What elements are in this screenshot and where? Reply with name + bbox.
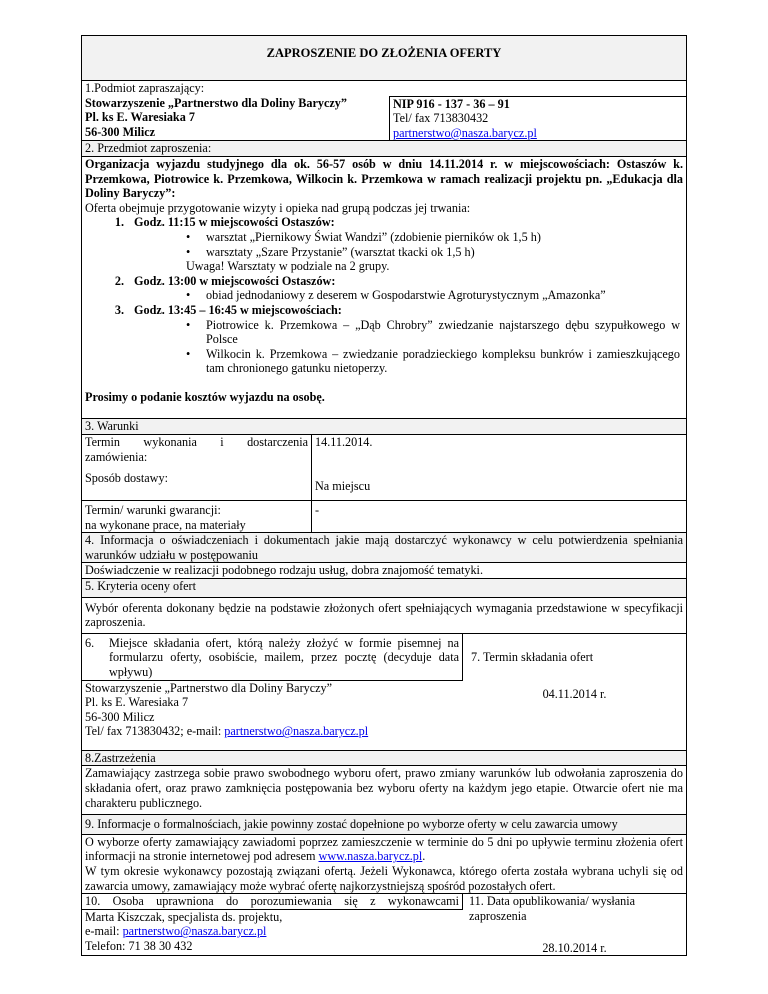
program-item-heading: Godz. 13:45 – 16:45 w miejscowościach: <box>134 302 342 317</box>
contact-person-phone: Telefon: 71 38 30 432 <box>85 938 193 953</box>
section-2-heading: 2. Przedmiot zaproszenia: <box>82 141 686 157</box>
org-contact <box>389 96 686 141</box>
document-title: ZAPROSZENIE DO ZŁOŻENIA OFERTY <box>82 36 686 81</box>
condition-label: Termin wykonania i dostarczenia zamówienia: <box>82 435 312 471</box>
submission-city: 56-300 Milicz <box>85 709 155 724</box>
section-5-text: Wybór oferenta dokonany będzie na podstawie złożonych ofert spełniających wymagania przedstawione w specyfikacji zaproszenia. <box>85 600 683 630</box>
bullet-icon: • <box>186 346 191 361</box>
program-bullet: Wilkocin k. Przemkowa – zwiedzanie poradzieckiego kompleksu bunkrów i zamieszkującego tam chronionego gatunku nietoperzy. <box>206 346 680 376</box>
program-bullet: Piotrowice k. Przemkowa – „Dąb Chrobry” zwiedzanie najstarszego dębu szypułkowego w Polsce <box>206 317 680 347</box>
org-nip: NIP 916 - 137 - 36 – 91 <box>393 96 510 111</box>
submission-street: Pl. ks E. Waresiaka 7 <box>85 695 189 710</box>
section-9-text-1 <box>82 835 686 864</box>
org-telfax: Tel/ fax 713830432 <box>393 111 489 126</box>
contact-email-link[interactable]: partnerstwo@nasza.barycz.pl <box>122 924 267 939</box>
offer-deadline-date: 04.11.2014 r. <box>542 687 607 702</box>
contact-person-name: Marta Kiszczak, specjalista ds. projektu, <box>85 909 283 924</box>
section-11-publication <box>463 893 686 955</box>
section-10-11 <box>82 893 686 955</box>
section-9-text-1-body: O wyborze oferty zamawiający zawiadomi poprzez zamieszczenie w terminie do 5 dni po upływie terminu złożenia ofert informacji na stronie internetowej pod adresem <box>85 834 683 864</box>
submission-contact-prefix: Tel/ fax 713830432; e-mail: <box>85 724 225 739</box>
bullet-icon: • <box>186 244 191 259</box>
section-1-heading: 1.Podmiot zapraszający: <box>85 81 205 95</box>
section-11-heading: 11. Data opublikowania/ wysłania zaproszenia <box>463 893 686 923</box>
submission-org-name: Stowarzyszenie „Partnerstwo dla Doliny Baryczy” <box>85 680 333 695</box>
program-item-number: 3. <box>114 302 124 317</box>
org-email-link[interactable]: partnerstwo@nasza.barycz.pl <box>393 125 537 140</box>
section-9-formalities <box>82 814 686 893</box>
org-address <box>82 96 389 141</box>
section-2-subject <box>82 140 686 418</box>
section-4-heading: 4. Informacja o oświadczeniach i dokumentach jakie mają dostarczyć wykonawcy w celu potwierdzenia spełniania warunków udziału w postępowaniu <box>82 533 686 563</box>
program-bullet: warsztat „Piernikowy Świat Wandzi” (zdobienie pierników ok 1,5 h) <box>206 229 541 244</box>
section-3-conditions <box>82 418 686 532</box>
program-item-number: 2. <box>114 273 124 288</box>
section-3-heading: 3. Warunki <box>82 419 686 435</box>
section-1-inviting-entity <box>82 81 686 140</box>
submission-email-link[interactable]: partnerstwo@nasza.barycz.pl <box>224 724 369 739</box>
program-item-number: 1. <box>114 215 124 230</box>
condition-value: Na miejscu <box>315 479 371 494</box>
cost-request: Prosimy o podanie kosztów wyjazdu na osobę. <box>85 389 325 404</box>
offer-scope: Oferta obejmuje przygotowanie wizyty i opieka nad grupą podczas jej trwania: <box>85 200 471 215</box>
condition-value: 14.11.2014. <box>315 435 373 450</box>
section-10-contact-person <box>82 893 463 955</box>
section-8-text: Zamawiający zastrzega sobie prawo swobodnego wyboru ofert, prawo zmiany warunków lub odwołania zaproszenia do składania ofert, oraz prawo zamknięcia postępowania bez wyboru oferty na każdym jego etapie. Otwarcie ofert nie ma charakteru publicznego. <box>85 766 683 810</box>
section-8-reservations <box>82 750 686 814</box>
section-6-heading-block <box>82 634 463 681</box>
bullet-icon: • <box>186 317 191 332</box>
program-item-heading: Godz. 13:00 w miejscowości Ostaszów: <box>134 273 336 288</box>
program-note: Uwaga! Warsztaty w podziale na 2 grupy. <box>186 259 390 274</box>
org-city: 56-300 Milicz <box>85 124 156 139</box>
program-bullet: warsztaty „Szare Przystanie” (warsztat tkacki ok 1,5 h) <box>206 244 475 259</box>
section-6-place <box>82 634 463 750</box>
section-9-heading: 9. Informacje o formalnościach, jakie powinny zostać dopełnione po wyborze oferty w celu zawarcia umowy <box>82 815 686 835</box>
section-5-heading: 5. Kryteria oceny ofert <box>82 579 686 598</box>
section-6-heading: Miejsce składania ofert, którą należy złożyć w formie pisemnej na formularzu oferty, osobiście, mailem, przez pocztę (decyduje data wpływu) <box>109 635 459 679</box>
submission-contact <box>82 724 463 739</box>
contact-person-email <box>82 924 463 939</box>
bullet-icon: • <box>186 229 191 244</box>
section-4-documents <box>82 532 686 579</box>
section-7-deadline <box>463 634 686 750</box>
invitation-document <box>81 35 687 956</box>
subject-intro: Organizacja wyjazdu studyjnego dla ok. 56-57 osób w dniu 14.11.2014 r. w miejscowościach: Ostaszów k. Przemkowa, Piotrowice k. Przemkowa, Wilkocin k. Przemkowa w ramach realizacji projektu pn. „Edukacja dla Doliny Baryczy”: <box>85 156 683 201</box>
section-9-text-2: W tym okresie wykonawcy pozostają związani ofertą. Jeżeli Wykonawca, którego oferta została wybrana uchyli się od zawarcia umowy, zamawiający może wybrać ofertę najkorzystniejszą spośród pozostałych ofert. <box>85 863 683 893</box>
condition-value: - <box>315 503 320 518</box>
section-4-text: Doświadczenie w realizacji podobnego rodzaju usług, dobra znajomość tematyki. <box>82 563 686 579</box>
program-item-2 <box>82 274 686 303</box>
org-street: Pl. ks E. Waresiaka 7 <box>85 110 195 125</box>
publication-date: 28.10.2014 r. <box>542 941 607 956</box>
website-link[interactable]: www.nasza.barycz.pl <box>318 849 423 864</box>
section-6-number: 6. <box>85 635 95 650</box>
section-8-heading: 8.Zastrzeżenia <box>82 751 686 767</box>
program-item-1 <box>82 215 686 273</box>
org-name: Stowarzyszenie „Partnerstwo dla Doliny Baryczy” <box>85 95 347 110</box>
condition-label: Termin/ warunki gwarancji: na wykonane prace, na materiały <box>82 501 312 532</box>
condition-label: Sposób dostawy: <box>82 471 312 500</box>
section-6-7 <box>82 633 686 750</box>
program-item-heading: Godz. 11:15 w miejscowości Ostaszów: <box>134 215 335 230</box>
section-10-heading: 10. Osoba uprawniona do porozumiewania się z wykonawcami <box>82 893 463 910</box>
section-9-text-1-end: . <box>422 849 426 864</box>
bullet-icon: • <box>186 288 191 303</box>
program-bullet: obiad jednodaniowy z deserem w Gospodarstwie Agroturystycznym „Amazonka” <box>206 288 606 303</box>
program-item-3 <box>82 303 686 376</box>
contact-email-prefix: e-mail: <box>85 924 123 939</box>
section-7-heading: 7. Termin składania ofert <box>471 649 594 664</box>
section-5-criteria <box>82 579 686 633</box>
